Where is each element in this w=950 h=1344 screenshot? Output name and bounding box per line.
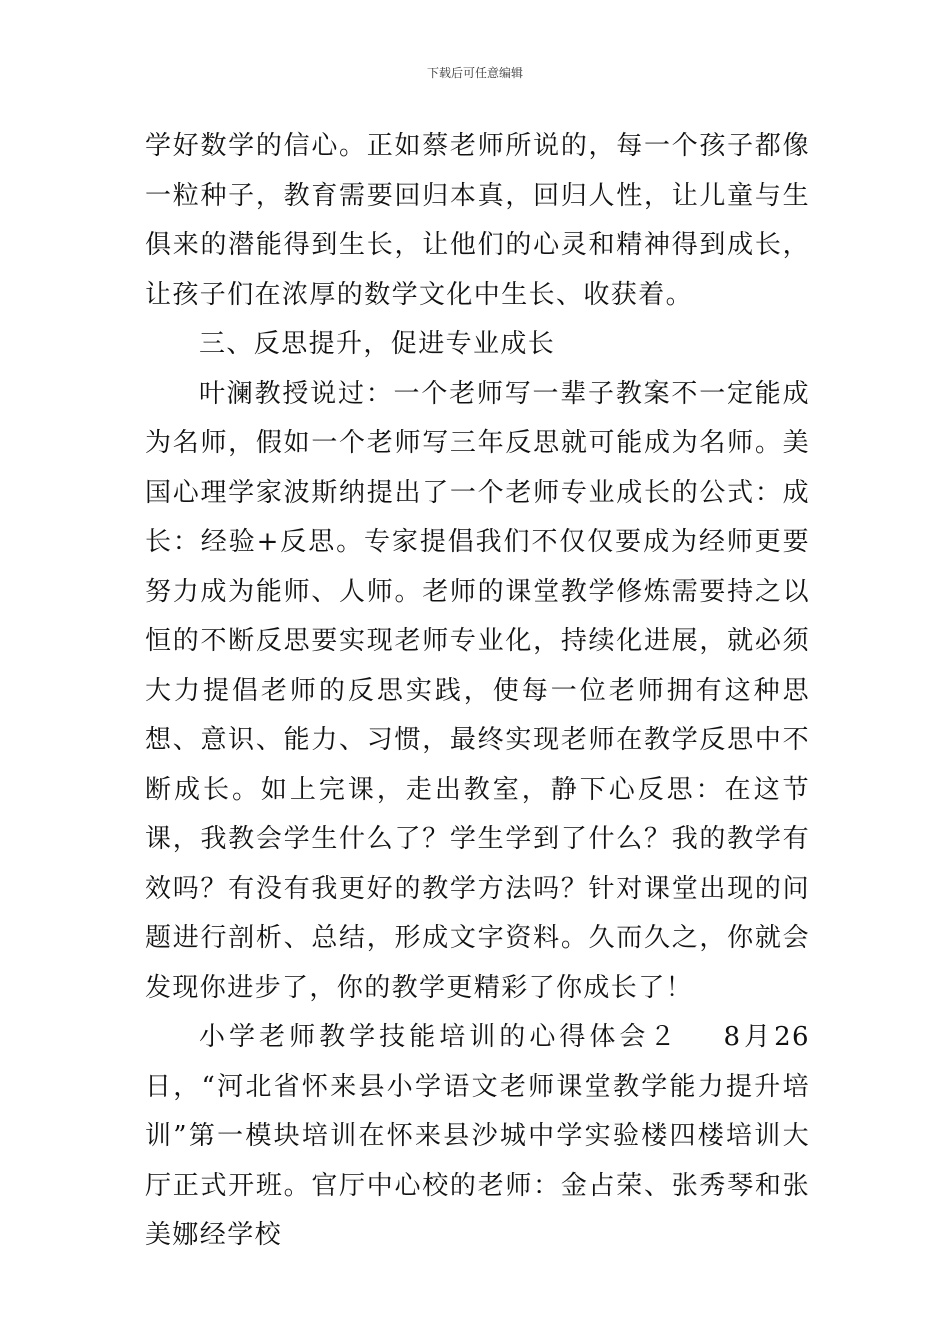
- document-body: [145, 122, 810, 1261]
- paragraph-1: 学好数学的信心。正如蔡老师所说的，每一个孩子都像一粒种子，教育需要回归本真，回归人性，让儿童与生俱来的潜能得到生长，让他们的心灵和精神得到成长，让孩子们在浓厚的数学文化中生长、收获着。: [145, 131, 810, 310]
- page-header-note: 下载后可任意编辑: [426, 66, 523, 80]
- paragraph-4-text: 8月26日，“河北省怀来县小学语文老师课堂教学能力提升培训”第一模块培训在怀来县沙城中学实验楼四楼培训大厅正式开班。官厅中心校的老师：金占荣、张秀琴和张美娜经学校: [145, 1022, 810, 1250]
- article-title: 小学老师教学技能培训的心得体会２: [199, 1022, 680, 1052]
- paragraph-3: 叶澜教授说过：一个老师写一辈子教案不一定能成为名师，假如一个老师写三年反思就可能成为名师。美国心理学家波斯纳提出了一个老师专业成长的公式：成长：经验+反思。专家提倡我们不仅仅要成为经师更要努力成为能师、人师。老师的课堂教学修炼需要持之以恒的不断反思要实现老师专业化，持续化进展，就必须大力提倡老师的反思实践，使每一位老师拥有这种思想、意识、能力、习惯，最终实现老师在教学反思中不断成长。如上完课，走出教室，静下心反思：在这节课，我教会学生什么了？学生学到了什么？我的教学有效吗？有没有我更好的教学方法吗？针对课堂出现的问题进行剖析、总结，形成文字资料。久而久之，你就会发现你进步了，你的教学更精彩了你成长了！: [145, 378, 810, 1003]
- paragraph-4: [145, 1013, 810, 1261]
- section-heading: 三、反思提升，促进专业成长: [199, 329, 556, 359]
